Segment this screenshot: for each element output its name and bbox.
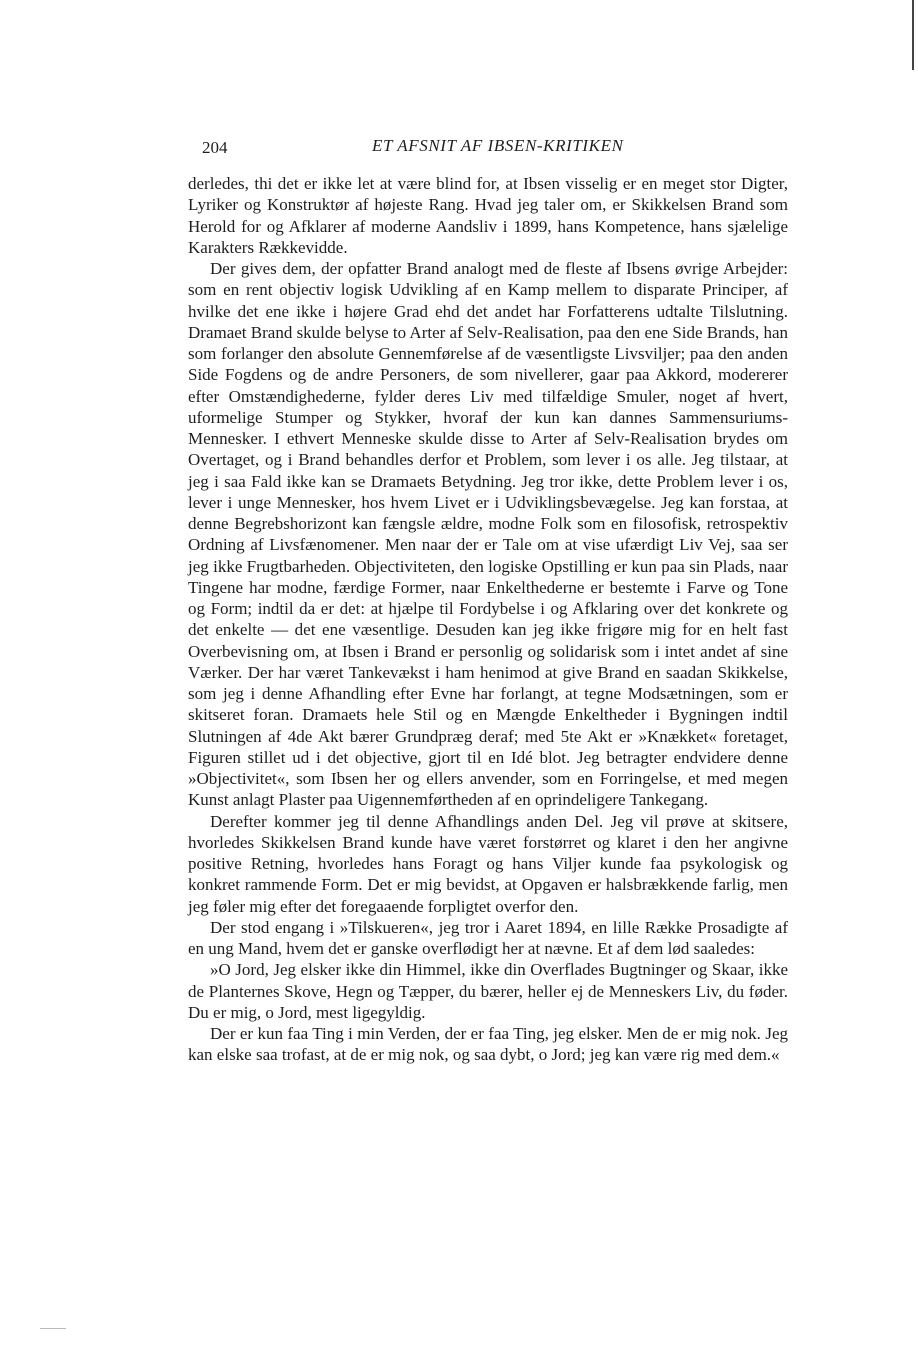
scan-corner-mark (40, 1328, 66, 1329)
paragraph: derledes, thi det er ikke let at være blind for, at Ibsen visselig er en meget stor Digter, Lyriker og Konstruktør af højeste Rang. Hvad jeg taler om, er Skikkelsen Brand som Herold for og Afklarer af moderne Aandsliv i 1899, hans Kompetence, hans sjælelige Karakters Rækkevidde. (188, 174, 788, 257)
page-number: 204 (202, 138, 228, 157)
paragraph: Der gives dem, der opfatter Brand analogt med de fleste af Ibsens øvrige Arbejder: som en rent objectiv logisk Udvikling af en Kamp mellem to disparate Principer, af hvilke det ene ikke i højere Grad ehd det andet har Forfatterens udtalte Tilslutning. Dramaet Brand skulde belyse to Arter af Selv-Realisation, paa den ene Side Brands, han som forlanger den absolute Gennemførelse af de væsentligste Livsviljer; paa den anden Side Fogdens og de andre Personers, de som nivellerer, gaar paa Akkord, modererer efter Omstændighederne, fylder deres Liv med tilfældige Smuler, noget af hvert, uformelige Stumper og Stykker, hvoraf der kun kan dannes Sammensuriums-Mennesker. I ethvert Menneske skulde disse to Arter af Selv-Realisation brydes om Overtaget, og i Brand behandles derfor et Problem, som lever i os alle. Jeg tilstaar, at jeg i saa Fald ikke kan se Dramaets Betydning. Jeg tror ikke, dette Problem lever i os, lever i unge Mennesker, hos hvem Livet er i Udviklingsbevægelse. Jeg kan forstaa, at denne Begrebshorizont kan fængsle ældre, modne Folk som en filosofisk, retrospektiv Ordning af Livsfænomener. Men naar der er Tale om at vise ufærdigt Liv Vej, saa ser jeg ikke Frugtbarheden. Objectiviteten, den logiske Opstilling er kun paa sin Plads, naar Tingene har modne, færdige Former, naar Enkelthederne er bestemte i Farve og Tone og Form; indtil da er det: at hjælpe til Fordybelse i og Afklaring over det konkrete og det enkelte — det ene væsentlige. Desuden kan jeg ikke frigøre mig for en helt fast Overbevisning om, at Ibsen i Brand er personlig og solidarisk som i intet andet af sine Værker. Der har været Tankevækst i ham henimod at give Brand en saadan Skikkelse, som jeg i denne Afhandling efter Evne har forlangt, at tegne Modsætningen, som er skitseret foran. Dramaets hele Stil og en Mængde Enkeltheder i Bygningen indtil Slutningen af 4de Akt bærer Grundpræg deraf; med 5te Akt er »Knækket« foretaget, Figuren stillet ud i det objective, gjort til en Idé blot. Jeg betragter endvidere denne »Objectivitet«, som Ibsen her og ellers anvender, som en Forringelse, et med megen Kunst anlagt Plaster paa Uigennemførtheden af en oprindeligere Tankegang. (188, 259, 789, 810)
quoted-poem-paragraph: Der er kun faa Ting i min Verden, der er faa Ting, jeg elsker. Men de er mig nok. Jeg kan elske saa trofast, at de er mig nok, og saa dybt, o Jord; jeg kan være rig med dem.« (188, 1024, 788, 1065)
running-head: ET AFSNIT AF IBSEN-KRITIKEN (372, 136, 624, 155)
body-text (188, 173, 788, 1066)
paragraph: Derefter kommer jeg til denne Afhandlings anden Del. Jeg vil prøve at skitsere, hvorledes Skikkelsen Brand kunde have været forstørret og klaret i den her angivne positive Retning, hvorledes hans Foragt og hans Viljer kunde faa psykologisk og konkret rammende Form. Det er mig bevidst, at Opgaven er halsbrækkende farlig, men jeg føler mig efter det foregaaende forpligtet overfor den. (188, 811, 788, 916)
scan-edge-mark (912, 0, 914, 70)
quoted-poem-paragraph: »O Jord, Jeg elsker ikke din Himmel, ikke din Overflades Bugtninger og Skaar, ikke de Planternes Skove, Hegn og Tæpper, du bærer, heller ej de Menneskers Liv, du føder. Du er mig, o Jord, mest ligegyldig. (188, 960, 788, 1022)
paragraph: Der stod engang i »Tilskueren«, jeg tror i Aaret 1894, en lille Række Prosadigte af en ung Mand, hvem det er ganske overflødigt her at nævne. Et af dem lød saaledes: (188, 917, 788, 958)
